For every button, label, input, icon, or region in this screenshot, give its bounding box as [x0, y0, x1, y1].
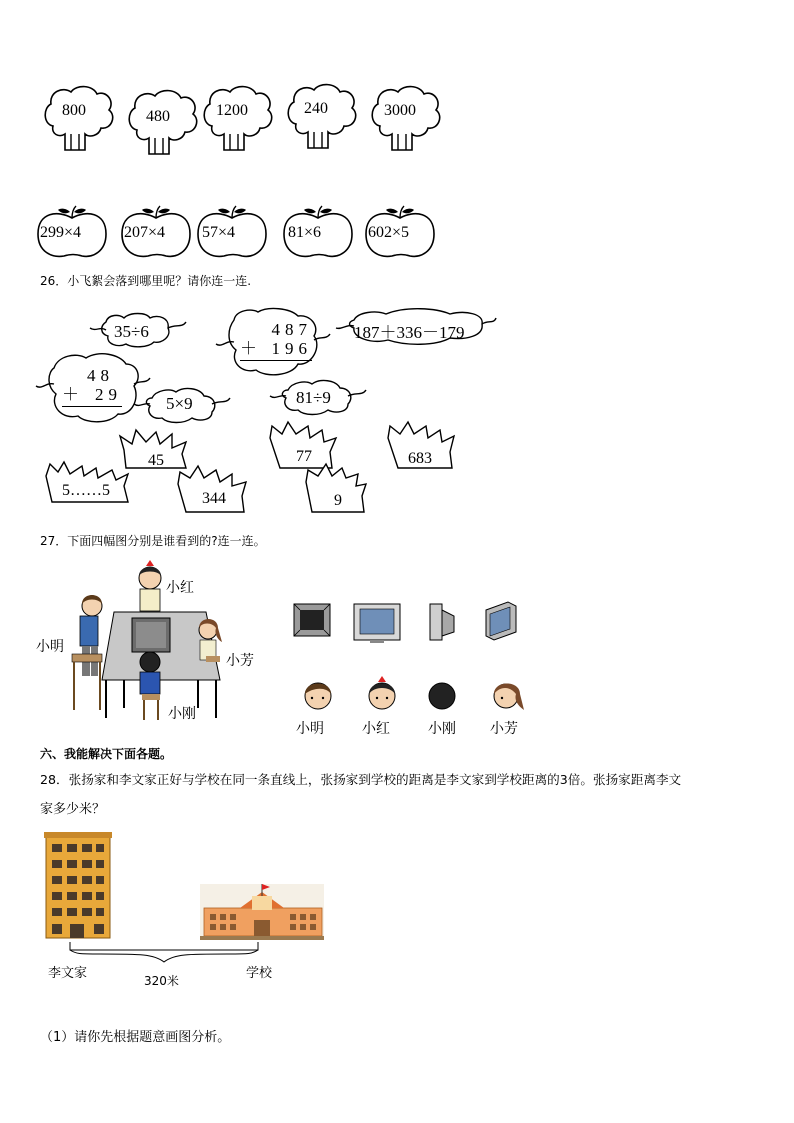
apple-expression: 207×4	[124, 224, 166, 241]
tree-number: 240	[304, 100, 328, 117]
fluff-expression: 35÷6	[114, 322, 149, 341]
section-6-heading: 六、我能解决下面各题。	[40, 747, 173, 761]
vertical-addition-2	[62, 366, 122, 407]
apartment-building-icon	[44, 832, 112, 938]
vertical-2-bottom: 29	[95, 385, 122, 404]
vertical-1-op: ＋	[240, 339, 257, 358]
question-27-text: 27．下面四幅图分别是谁看到的?连一连。	[40, 534, 266, 548]
xiaohong-face-icon	[369, 676, 395, 709]
apple-expression: 81×6	[288, 224, 322, 241]
monitor-side-view-icon	[430, 604, 454, 640]
fluff-expression: 81÷9	[296, 388, 331, 407]
monitor-view-icons	[290, 598, 530, 646]
fluff-and-grass-area	[36, 306, 506, 516]
fluff-expression: 5×9	[166, 394, 193, 413]
apple-expression: 57×4	[202, 224, 236, 241]
grass-number: 9	[334, 492, 342, 509]
face-row	[290, 676, 540, 738]
grass-number: 77	[296, 448, 312, 465]
monitor-front-view-icon	[354, 604, 400, 643]
tree-number: 480	[146, 108, 170, 125]
xiaoming-face-icon	[305, 683, 331, 709]
tree-number: 800	[62, 102, 86, 119]
tree-row	[40, 84, 440, 154]
grass-number: 683	[408, 450, 432, 467]
face-label-xiaogang: 小刚	[428, 721, 456, 737]
vertical-1-bottom: 196	[271, 339, 312, 358]
tree-number: 1200	[216, 102, 248, 119]
classroom-scene	[36, 560, 276, 725]
face-icons	[290, 676, 540, 712]
face-label-xiaoming: 小明	[296, 721, 324, 737]
question-26-text: 26．小飞絮会落到哪里呢？请你连一连.	[40, 274, 252, 288]
lee-wen-home-label: 李文家	[48, 966, 88, 981]
grass-number: 5……5	[62, 482, 110, 499]
vertical-1-top: 487	[271, 320, 312, 339]
vertical-2-line	[62, 406, 122, 407]
scene-label-xiaohong: 小红	[166, 580, 194, 596]
grass-number: 45	[148, 452, 164, 469]
question-28-line1: 28．张扬家和李文家正好与学校在同一条直线上，张扬家到学校的距离是李文家到学校距离的3倍。张扬家距离李文	[40, 772, 682, 787]
apple-expression: 602×5	[368, 224, 410, 241]
vertical-2-op: ＋	[62, 385, 79, 404]
face-label-xiaofang: 小芳	[490, 721, 518, 737]
monitor-back-view-icon	[294, 604, 330, 636]
school-building-icon	[200, 884, 324, 940]
scene-label-xiaogang: 小刚	[168, 706, 196, 722]
apple-row	[34, 204, 444, 260]
monitor-views	[290, 598, 530, 646]
xiaogang-face-icon	[429, 683, 455, 709]
grass-number: 344	[202, 490, 226, 507]
question-28-sub1: （1）请你先根据题意画图分析。	[40, 1030, 231, 1045]
xiaofang-face-icon	[494, 684, 524, 711]
tree-number: 3000	[384, 102, 416, 119]
monitor-angled-view-icon	[486, 602, 516, 640]
distance-diagram	[40, 830, 340, 990]
vertical-1-line	[240, 360, 312, 361]
school-label: 学校	[246, 966, 273, 981]
classroom-illustration	[36, 560, 276, 725]
fluff-expression: 187＋336－179	[354, 323, 465, 342]
face-label-xiaohong: 小红	[362, 721, 390, 737]
scene-label-xiaoming: 小明	[36, 639, 64, 655]
vertical-2-top: 48	[87, 366, 114, 385]
distance-label: 320米	[144, 974, 179, 988]
question-28-line2: 家多少米？	[40, 802, 106, 817]
vertical-addition-1	[240, 320, 312, 361]
apple-expression: 299×4	[40, 224, 82, 241]
scene-label-xiaofang: 小芳	[226, 653, 254, 669]
